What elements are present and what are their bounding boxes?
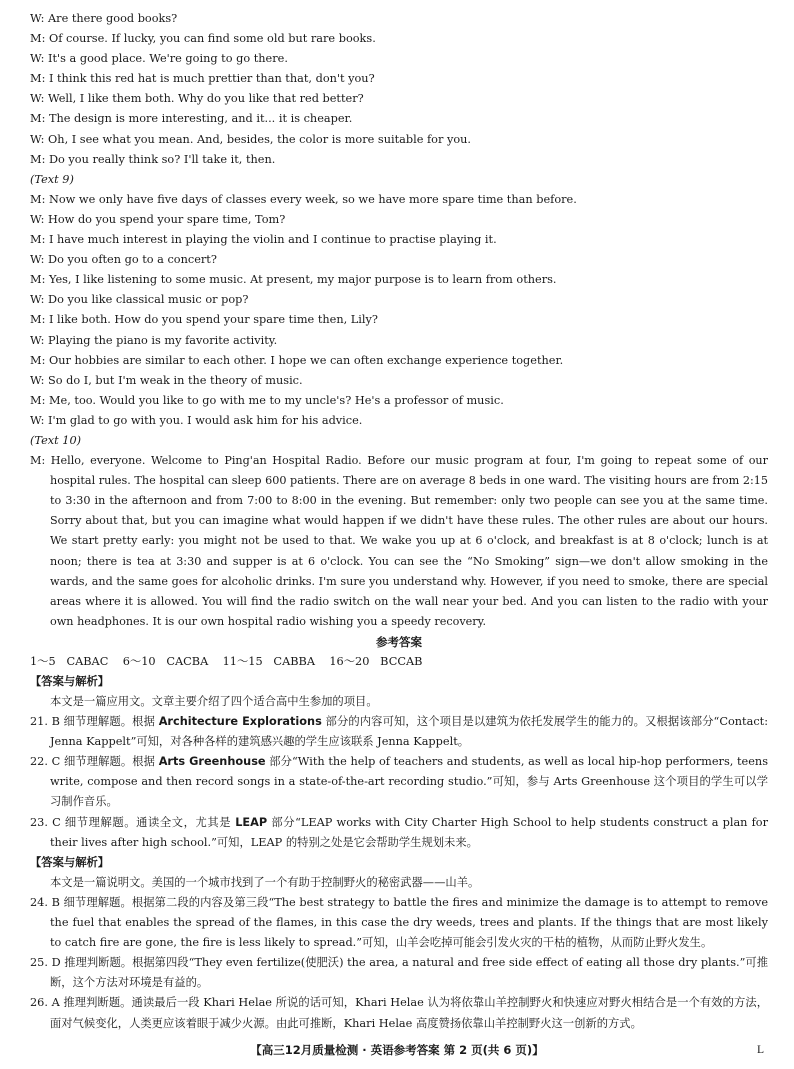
dialogue-line: W: I'm glad to go with you. I would ask him for his advice. xyxy=(30,413,363,427)
answer-title: 参考答案 xyxy=(376,634,422,649)
dialogue-line: W: It's a good place. We're going to go there. xyxy=(30,52,288,66)
question-24-analysis: 24. B 细节理解题。根据第二段的内容及第三段“The best strategy to battle the fires and minimize the damage is to attempt to remove the fuel that enables the spread of the flames, in this case the dry weeds, trees and plants. If the things that are most likely to catch fire are gone, the fire is less likely to spread.”可知，山羊会吃掉可能会引发火灾的干枯的植物，从而防止野火发生。 xyxy=(30,895,768,950)
question-26-analysis: 26. A 推理判断题。通读最后一段 Khari Helae 所说的话可知，Khari Helae 认为将依靠山羊控制野火和快速应对野火相结合是一个有效的方法，面对气候变化，人类更应该着眼于减少火源。由此可推断，Khari Helae 高度赞扬依靠山羊控制野火这一创新的方式。 xyxy=(30,996,768,1030)
dialogue-line: M: Now we only have five days of classes every week, so we have more spare time than before. xyxy=(30,192,577,206)
q22-lead: 22. C 细节理解题。根据 xyxy=(30,755,159,769)
question-25-analysis: 25. D 推理判断题。根据第四段“They even fertilize(使肥沃) the area, a natural and free side effect of eating all those dry plants.”可推断，这个方法对环境是有益的。 xyxy=(30,956,768,990)
dialogue-line: M: The design is more interesting, and it... it is cheaper. xyxy=(30,112,353,126)
dialogue-line: W: Oh, I see what you mean. And, besides, the color is more suitable for you. xyxy=(30,132,472,146)
dialogue-line: M: Of course. If lucky, you can find some old but rare books. xyxy=(30,32,376,46)
dialogue-line: W: Playing the piano is my favorite activity. xyxy=(30,333,278,347)
dialogue-line: W: How do you spend your spare time, Tom? xyxy=(30,212,286,226)
analysis-intro: 本文是一篇说明文。美国的一个城市找到了一个有助于控制野火的秘密武器——山羊。 xyxy=(50,875,480,889)
dialogue-line: W: Well, I like them both. Why do you like that red better? xyxy=(30,92,364,106)
dialogue-b xyxy=(30,190,768,431)
question-22-analysis xyxy=(30,752,768,812)
dialogue-a xyxy=(30,9,768,170)
q21-body: 部分的内容可知，这个项目是以建筑为依托发展学生的能力的。又根据该部分“Contact: Jenna Kappelt”可知，对各种各样的建筑感兴趣的学生应该联系 Jenna Kappelt。 xyxy=(50,715,768,749)
dialogue-line: M: I think this red hat is much prettier than that, don't you? xyxy=(30,72,375,86)
dialogue-line: W: Do you often go to a concert? xyxy=(30,253,217,267)
dialogue-line: W: Are there good books? xyxy=(30,12,178,25)
q23-body: 部分“LEAP works with City Charter High School to help students construct a plan for their lives after high school.”可知，LEAP 的特别之处是它会帮助学生规划未来。 xyxy=(50,815,768,849)
q23-lead: 23. C 细节理解题。通读全文，尤其是 xyxy=(30,815,236,829)
dialogue-line: M: Do you really think so? I'll take it, then. xyxy=(30,152,276,166)
analysis-intro: 本文是一篇应用文。文章主要介绍了四个适合高中生参加的项目。 xyxy=(50,695,378,708)
dialogue-line: M: Yes, I like listening to some music. At present, my major purpose is to learn from others. xyxy=(30,273,557,287)
page-mark: L xyxy=(756,1044,764,1056)
dialogue-line: M: I like both. How do you spend your spare time then, Lily? xyxy=(30,313,378,327)
q22-body: 部分“With the help of teachers and students, as well as local hip-hop performers, teens write, compose and then record songs in a state-of-the-art recording studio.”可知，参与 Arts Greenhouse 这个项目的学生可以学习制作音乐。 xyxy=(50,755,768,809)
text9-label: (Text 9) xyxy=(30,172,74,186)
q23-keyword: LEAP xyxy=(235,815,268,829)
dialogue-line: M: Our hobbies are similar to each other. I hope we can often exchange experience together. xyxy=(30,353,564,367)
q21-keyword: Architecture Explorations xyxy=(158,715,322,729)
monologue-paragraph: M: Hello, everyone. Welcome to Ping'an Hospital Radio. Before our music program at four, I'm going to repeat some of our hospital rules. The hospital can sleep 600 patients. There are on average 8 beds in one ward. The visiting hours are from 2:15 to 3:30 in the afternoon and from 7:00 to 8:00 in the evening. But remember: only two people can see you at the same time. Sorry about that, but you can imagine what would happen if we didn't have these rules. The other rules are about our hours. We start pretty early: you might not be used to that. We wake you up at 6 o'clock, and breakfast is at 8 o'clock; lunch is at noon; there is tea at 3:30 and supper is at 6 o'clock. You can see the “No Smoking” sign—we don't allow smoking in the wards, and the same goes for alcoholic drinks. I'm sure you understand why. However, if you need to smoke, there are special areas where it is allowed. You will find the radio switch on the wall near your bed. And you can listen to the radio with your own headphones. It is our own hospital radio wishing you a speedy recovery. xyxy=(30,454,768,628)
page-footer: 【高三12月质量检测 · 英语参考答案 第 2 页(共 6 页)】 xyxy=(250,1043,544,1057)
question-21-analysis xyxy=(30,712,768,752)
text10-label: (Text 10) xyxy=(30,433,82,447)
question-23-analysis xyxy=(30,813,768,853)
analysis-header: 【答案与解析】 xyxy=(30,674,110,688)
dialogue-line: W: So do I, but I'm weak in the theory of music. xyxy=(30,373,303,387)
dialogue-line: M: I have much interest in playing the violin and I continue to practise playing it. xyxy=(30,233,497,247)
analysis-header: 【答案与解析】 xyxy=(30,855,110,869)
dialogue-line: M: Me, too. Would you like to go with me to my uncle's? He's a professor of music. xyxy=(30,393,504,407)
q22-keyword: Arts Greenhouse xyxy=(158,755,266,769)
q21-lead: 21. B 细节理解题。根据 xyxy=(30,715,159,729)
content-column xyxy=(30,9,768,1034)
answer-keys: 1～5 CABAC 6～10 CACBA 11～15 CABBA 16～20 BCCAB xyxy=(30,654,423,668)
dialogue-line: W: Do you like classical music or pop? xyxy=(30,293,249,307)
